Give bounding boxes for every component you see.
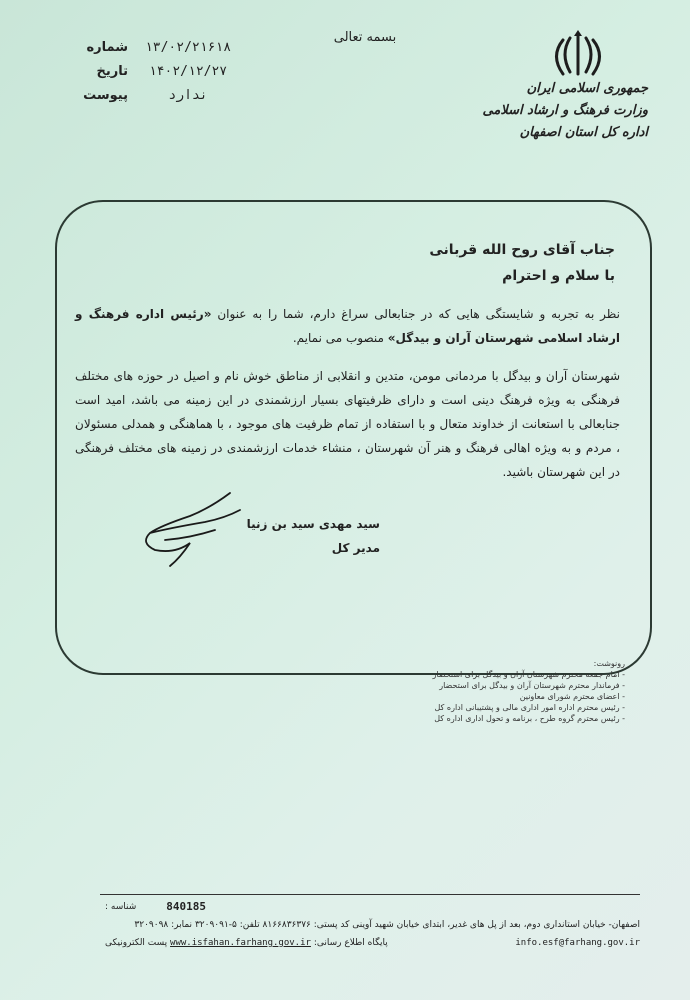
footer-id-row xyxy=(105,898,640,916)
cc-item: - امام جمعه محترم شهرستان آران و بیدگل برای استحضار xyxy=(200,669,625,680)
greeting: با سلام و احترام xyxy=(502,268,615,284)
cc-item: - رئیس محترم گروه طرح ، برنامه و تحول اداری اداره کل xyxy=(200,713,625,724)
meta-number-value: ۱۳/۰۲/۲۱۶۱۸ xyxy=(144,40,232,55)
meta-number-row xyxy=(70,40,270,64)
paragraph-appointment xyxy=(75,302,620,350)
cc-item: - فرماندار محترم شهرستان آران و بیدگل برای استحضار xyxy=(200,680,625,691)
letter-meta xyxy=(70,40,270,112)
recipient-name: جناب آقای روح الله قربانی xyxy=(429,242,615,258)
org-line-ministry: وزارت فرهنگ و ارشاد اسلامی xyxy=(482,103,648,118)
signer-title: مدیر کل xyxy=(331,541,380,555)
meta-date-row xyxy=(70,64,270,88)
footer-divider xyxy=(100,894,640,895)
iran-emblem-icon xyxy=(548,30,608,80)
recipient-block xyxy=(75,237,615,289)
paragraph-description: شهرستان آران و بیدگل با مردمانی مومن، متدین و انقلابی از مناطق خوش نام و اصیل در حوزه های مختلف فرهنگی به ویژه فرهنگ دینی است و دارای ظرفیتهای بسیار ارزشمندی در این زمینه می باشد، امید است جنابعالی با استعانت از خداوند متعال و با استفاده از تمام ظرفیت های موجود ، با هماهنگی و همدلی مسئولان ، مردم و به ویژه اهالی فرهنگ و هنر آن شهرستان ، منشاء خدمات ارزشمندی در زمینه های مختلف فرهنگی در این شهرستان باشید. xyxy=(75,369,620,479)
footer-website-link[interactable]: www.isfahan.farhang.gov.ir xyxy=(170,938,311,948)
signer-block xyxy=(230,512,380,560)
footer-portal-label: پایگاه اطلاع رسانی: xyxy=(313,938,388,948)
footer xyxy=(105,898,640,952)
footer-address: اصفهان- خیابان استانداری دوم، بعد از پل های غدیر، ابتدای خیابان شهید آوینی کد پستی: ۸۱۶۶۸۳۶۳۷۶ تلفن: ۵-۳۲۰۹۰۹۱ نمابر: ۳۲۰۹۰۹۸ xyxy=(134,920,640,930)
footer-email-label: پست الکترونیکی xyxy=(105,938,168,948)
footer-email-link[interactable]: info.esf@farhang.gov.ir xyxy=(515,938,640,948)
footer-id-label: شناسه : xyxy=(105,902,137,912)
signer-name: سید مهدی سید بن زنیا xyxy=(246,517,380,531)
letter-body xyxy=(75,302,620,498)
organization-name xyxy=(448,78,648,144)
meta-date-value: ۱۴۰۲/۱۲/۲۷ xyxy=(148,64,228,79)
org-line-country: جمهوری اسلامی ایران xyxy=(526,81,648,96)
cc-item: - اعضای محترم شورای معاونین xyxy=(200,691,625,702)
meta-number-label: شماره xyxy=(86,40,128,55)
paragraph-appointment-intro: نظر به تجربه و شایستگی هایی که در جنابعالی سراغ دارم، شما را به عنوان xyxy=(217,307,620,321)
bismillah-heading: بسمه تعالی xyxy=(333,30,397,45)
meta-attachment-value: ندارد xyxy=(168,88,208,103)
cc-list xyxy=(200,658,625,724)
org-line-office: اداره کل استان اصفهان xyxy=(519,125,648,140)
cc-item: - رئیس محترم اداره امور اداری مالی و پشتیبانی اداره کل xyxy=(200,702,625,713)
meta-date-label: تاریخ xyxy=(96,64,128,79)
footer-id-value: 840185 xyxy=(166,900,207,913)
footer-contact-row xyxy=(105,934,640,952)
meta-attachment-label: پیوست xyxy=(83,88,128,103)
paragraph-appointment-end: منصوب می نمایم. xyxy=(292,331,384,345)
cc-heading: رونوشت: xyxy=(593,659,625,668)
appointment-title: «رئیس اداره فرهنگ و ارشاد اسلامی شهرستان آران و بیدگل» xyxy=(75,307,620,345)
meta-attachment-row xyxy=(70,88,270,112)
